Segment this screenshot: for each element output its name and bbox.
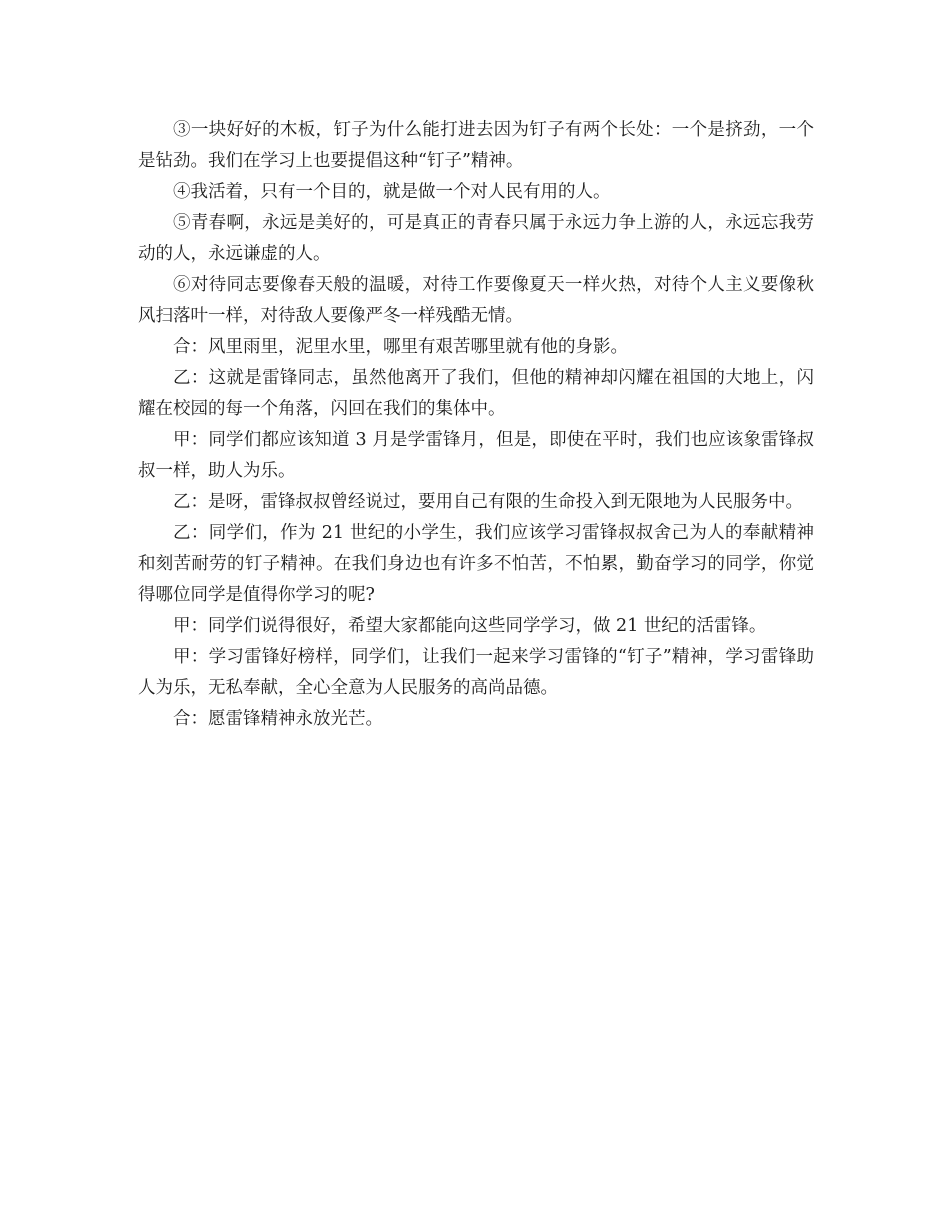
paragraph-speaker-b-3: 乙：同学们，作为 21 世纪的小学生，我们应该学习雷锋叔叔舍己为人的奉献精神和刻苦耐劳的钉子精神。在我们身边也有许多不怕苦，不怕累，勤奋学习的同学，你觉得哪位同学是值得你学习的呢? [138, 523, 814, 605]
paragraph-speaker-b-1: 乙：这就是雷锋同志，虽然他离开了我们，但他的精神却闪耀在祖国的大地上，闪耀在校园的每一个角落，闪回在我们的集体中。 [138, 368, 814, 419]
paragraph-speaker-b-2: 乙：是呀，雷锋叔叔曾经说过，要用自己有限的生命投入到无限地为人民服务中。 [173, 492, 803, 512]
paragraph-quote-6: ⑥对待同志要像春天般的温暖，对待工作要像夏天一样火热，对待个人主义要像秋风扫落叶一样，对待敌人要像严冬一样残酷无情。 [138, 275, 814, 326]
paragraph-speaker-a-3: 甲：学习雷锋好榜样，同学们，让我们一起来学习雷锋的“钉子”精神，学习雷锋助人为乐，无私奉献，全心全意为人民服务的高尚品德。 [138, 647, 814, 698]
paragraph-quote-3: ③一块好好的木板，钉子为什么能打进去因为钉子有两个长处：一个是挤劲，一个是钻劲。我们在学习上也要提倡这种“钉子”精神。 [138, 120, 814, 171]
paragraph-chorus-1: 合：风里雨里，泥里水里，哪里有艰苦哪里就有他的身影。 [173, 337, 628, 357]
paragraph-quote-5: ⑤青春啊，永远是美好的，可是真正的青春只属于永远力争上游的人，永远忘我劳动的人，永远谦虚的人。 [138, 213, 814, 264]
paragraph-chorus-2: 合：愿雷锋精神永放光芒。 [173, 709, 383, 729]
paragraph-speaker-a-1: 甲：同学们都应该知道 3 月是学雷锋月，但是，即使在平时，我们也应该象雷锋叔叔一样，助人为乐。 [138, 430, 814, 481]
paragraph-speaker-a-2: 甲：同学们说得很好，希望大家都能向这些同学学习，做 21 世纪的活雷锋。 [173, 616, 767, 636]
paragraph-quote-4: ④我活着，只有一个目的，就是做一个对人民有用的人。 [173, 182, 611, 202]
document-body [138, 115, 814, 735]
